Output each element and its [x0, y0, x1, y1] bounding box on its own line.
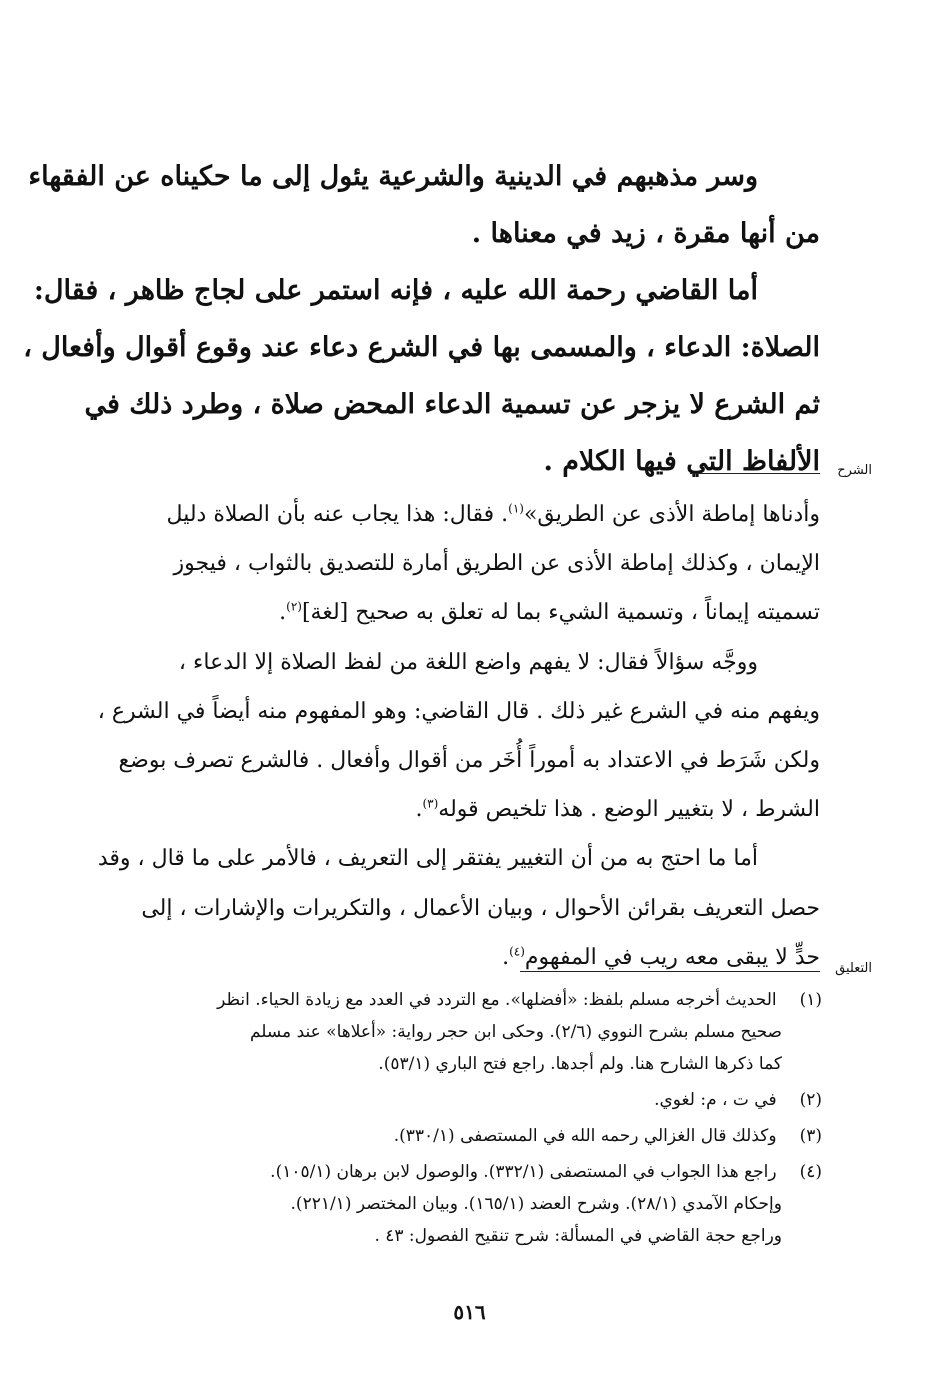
- main-text-line: أما القاضي رحمة الله عليه ، فإنه استمر على لجاج ظاهر ، فقال:: [33, 275, 758, 306]
- main-text-line: وسر مذهبهم في الدينية والشرعية يئول إلى ما حكيناه عن الفقهاء: [28, 161, 758, 192]
- footnote-continuation: وإحكام الآمدي (٢٨/١). وشرح العضد (١٦٥/١). وبيان المختصر (٢٢١/١).: [290, 1194, 782, 1214]
- footnote-ref: (٢): [286, 600, 302, 615]
- footnote-item: (٣) وكذلك قال الغزالي رحمه الله في المستصفى (٣٣٠/١).: [100, 1120, 822, 1152]
- footnote-item: (٤) راجع هذا الجواب في المستصفى (٣٣٢/١). والوصول لابن برهان (١٠٥/١).: [100, 1156, 822, 1188]
- footnote-number: (٢): [799, 1090, 822, 1110]
- taliq-label: التعليق: [835, 961, 872, 976]
- main-text-line: الصلاة: الدعاء ، والمسمى بها في الشرع دعاء عند وقوع أقوال وأفعال ،: [23, 332, 820, 363]
- footnote-number: (٣): [799, 1126, 822, 1146]
- commentary-text: [97, 490, 820, 982]
- footnote-item: (١) الحديث أخرجه مسلم بلفظ: «أفضلها». مع التردد في العدد مع زيادة الحياء. انظر: [100, 984, 822, 1016]
- main-text: [23, 148, 820, 490]
- footnote-ref: (١): [508, 501, 524, 516]
- commentary-line: الشرط ، لا بتغيير الوضع . هذا تلخيص قوله$^{(٣)}$.: [415, 796, 820, 823]
- footnote-continuation: صحيح مسلم بشرح النووي (٢/٦). وحكى ابن حجر رواية: «أعلاها» عند مسلم: [249, 1022, 782, 1042]
- footnote-continuation: وراجع حجة القاضي في المسألة: شرح تنقيح الفصول: ٤٣ .: [374, 1226, 782, 1246]
- footnotes: [100, 984, 822, 1252]
- commentary-line: حصل التعريف بقرائن الأحوال ، وبيان الأعمال ، والتكريرات والإشارات ، إلى: [141, 895, 820, 921]
- sharh-label: الشرح: [837, 463, 872, 478]
- footnote-number: (١): [799, 990, 822, 1010]
- main-text-line: الألفاظ التي فيها الكلام .: [543, 446, 820, 477]
- footnote-continuation: كما ذكرها الشارح هنا. ولم أجدها. راجع فتح الباري (٥٣/١).: [378, 1054, 782, 1074]
- commentary-line: وأدناها إماطة الأذى عن الطريق»$^{(١)}$. فقال: هذا يجاب عنه بأن الصلاة دليل: [166, 501, 820, 527]
- commentary-line: حدٍّ لا يبقى معه ريب في المفهوم$^{(٤)}$.: [502, 944, 820, 970]
- main-text-line: ثم الشرع لا يزجر عن تسمية الدعاء المحض صلاة ، وطرد ذلك في: [84, 389, 820, 420]
- commentary-line: تسميته إيماناً ، وتسمية الشيء بما له تعلق به صحيح [لغة]$^{(٢)}$.: [279, 600, 820, 626]
- taliq-separator: [520, 961, 872, 981]
- main-text-line: من أنها مقرة ، زيد في معناها .: [471, 218, 820, 249]
- commentary-line: ويفهم منه في الشرع غير ذلك . قال القاضي: وهو المفهوم منه أيضاً في الشرع ،: [97, 698, 820, 724]
- page-number: ٥١٦: [453, 1300, 486, 1324]
- footnote-ref: (٤): [509, 944, 525, 959]
- commentary-line: أما ما احتج به من أن التغيير يفتقر إلى التعريف ، فالأمر على ما قال ، وقد: [97, 846, 758, 872]
- separator-rule: [520, 971, 820, 972]
- footnote-ref: (٣): [422, 796, 439, 811]
- commentary-line: الإيمان ، وكذلك إماطة الأذى عن الطريق أمارة للتصديق بالثواب ، فيجوز: [173, 551, 820, 577]
- separator-rule: [690, 473, 820, 474]
- sharh-separator: [690, 463, 872, 483]
- footnote-item: (٢) في ت ، م: لغوي.: [100, 1084, 822, 1116]
- footnote-number: (٤): [799, 1162, 822, 1182]
- commentary-line: ووجَّه سؤالاً فقال: لا يفهم واضع اللغة من لفظ الصلاة إلا الدعاء ،: [178, 649, 758, 675]
- commentary-line: ولكن شَرَط في الاعتداد به أموراً أُخَر من أقوال وأفعال . فالشرع تصرف بوضع: [118, 747, 820, 773]
